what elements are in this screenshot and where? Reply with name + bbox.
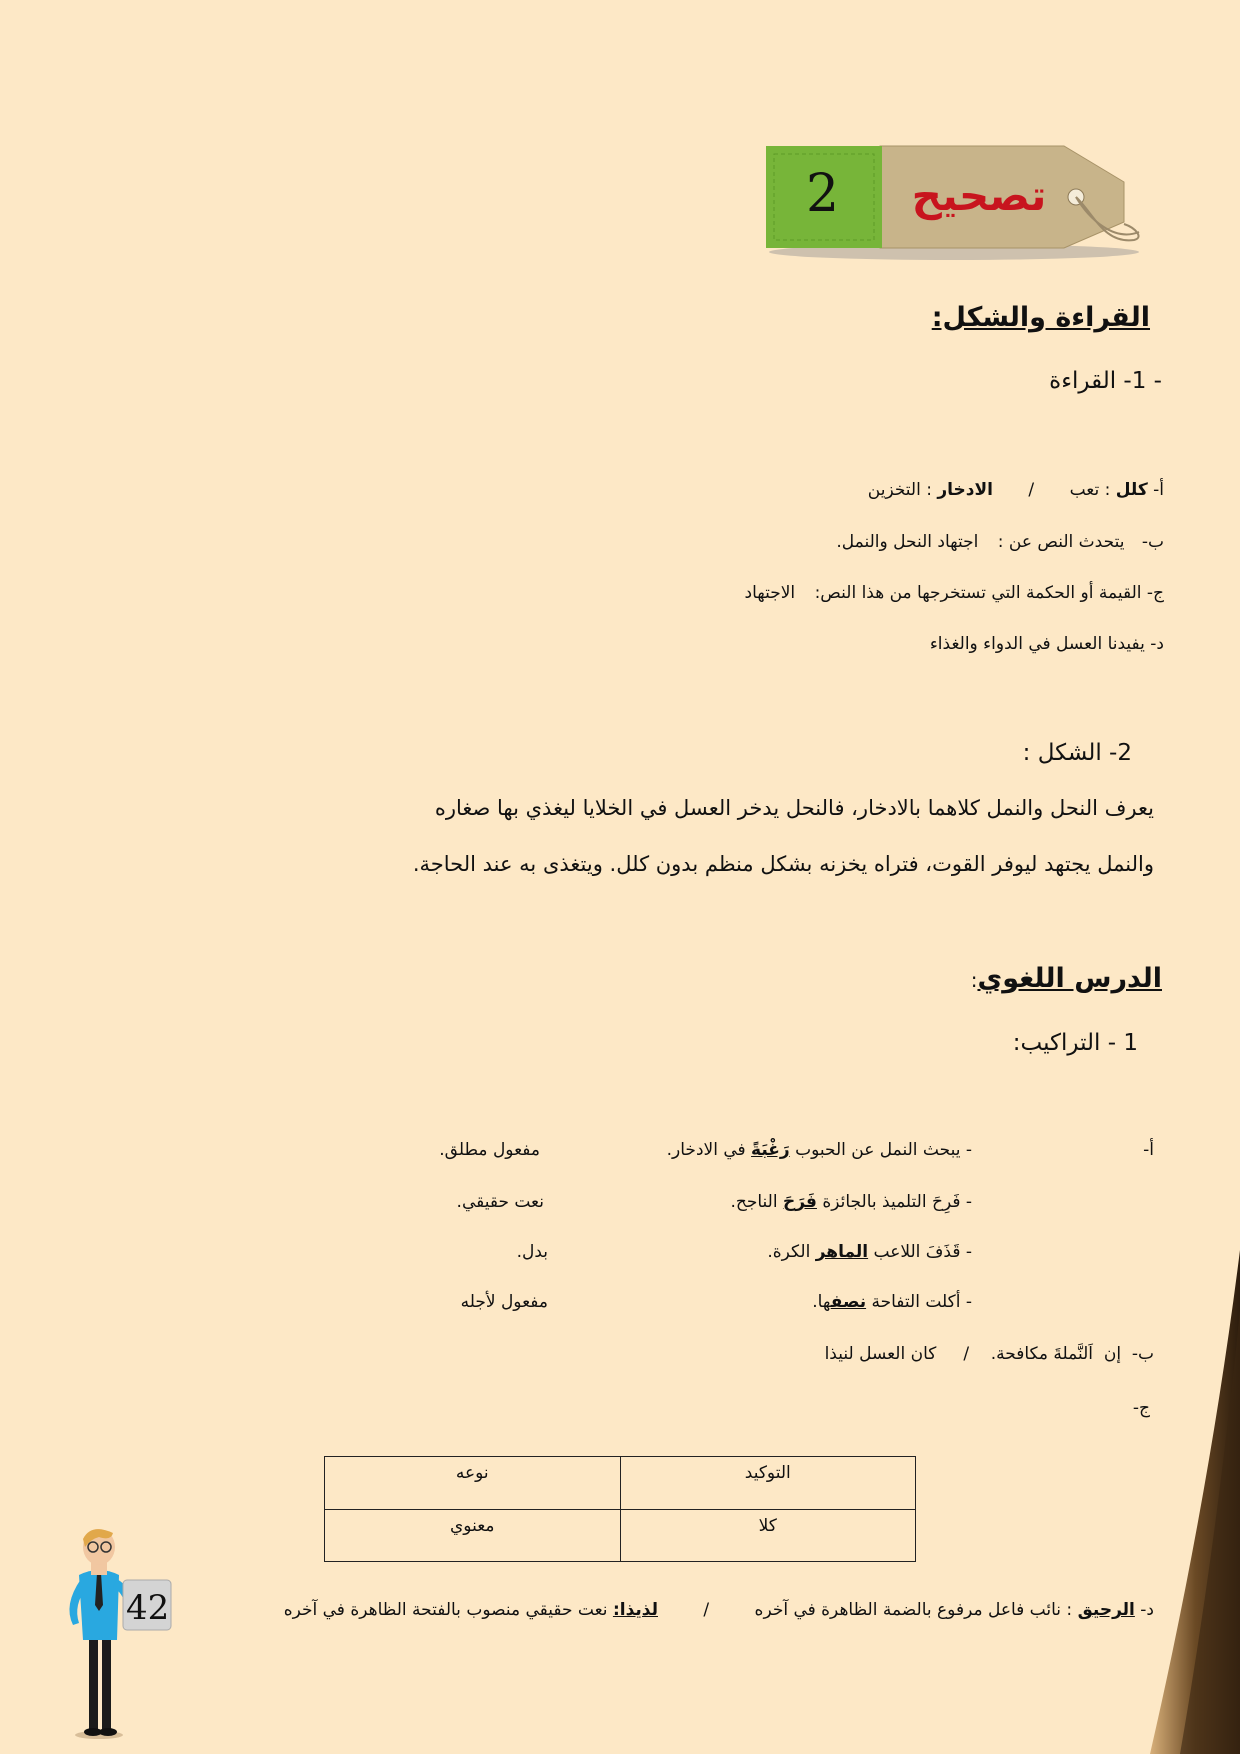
tarakib-row-1-sentence: - يبحث النمل عن الحبوب رَغْبَةً في الادخار. bbox=[666, 1140, 972, 1160]
page-number: 42 bbox=[126, 1588, 170, 1628]
table-header-tawkid: التوكيد bbox=[620, 1457, 916, 1510]
section-title-reading: القراءة والشكل: bbox=[931, 302, 1150, 333]
tarakib-row-1-type: مفعول مطلق. bbox=[439, 1140, 540, 1160]
tarakib-row-3-type: بدل. bbox=[516, 1242, 548, 1262]
shakl-heading: 2- الشكل : bbox=[1022, 740, 1132, 766]
tarakib-row-4-sentence: - أكلت التفاحة نصفها. bbox=[812, 1292, 972, 1312]
tag-word: تصحيح bbox=[911, 171, 1047, 220]
correction-tag bbox=[764, 144, 1144, 264]
shakl-line-2: والنمل يجتهد ليوفر القوت، فتراه يخزنه بشكل منظم بدون كلل. ويتغذى به عند الحاجة. bbox=[412, 852, 1154, 876]
reading-heading: - 1- القراءة bbox=[1049, 368, 1162, 394]
tarakib-row-4-type: مفعول لأجله bbox=[460, 1292, 548, 1312]
section-title-language: الدرس اللغوي: bbox=[970, 963, 1162, 994]
tag-number: 2 bbox=[806, 164, 840, 224]
emphasis-table bbox=[324, 1456, 916, 1562]
reading-item-c: ج- القيمة أو الحكمة التي تستخرجها من هذا النص: الاجتهاد bbox=[744, 583, 1164, 603]
tarakib-c-marker: ج- bbox=[1132, 1398, 1150, 1418]
table-header-type: نوعه bbox=[325, 1457, 621, 1510]
tarakib-heading: 1 - التراكيب: bbox=[1012, 1030, 1138, 1056]
tarakib-row-2-type: نعت حقيقي. bbox=[456, 1192, 544, 1212]
tarakib-b-line: ب- إن اَلنَّملةَ مكافحة. / كان العسل لنيذا bbox=[824, 1344, 1154, 1364]
reading-item-d: د- يفيدنا العسل في الدواء والغذاء bbox=[929, 634, 1164, 654]
mascot-figure bbox=[55, 1525, 185, 1740]
reading-item-a: أ- كلل : تعب / الادخار : التخزين bbox=[867, 480, 1164, 500]
tarakib-row-3-sentence: - قَذَفَ اللاعب الماهر الكرة. bbox=[767, 1242, 972, 1262]
tarakib-row-2-sentence: - فَرِحَ التلميذ بالجائزة فَرَحَ الناجح. bbox=[730, 1192, 972, 1212]
reading-item-b: ب- يتحدث النص عن : اجتهاد النحل والنمل. bbox=[836, 532, 1164, 552]
page-curl bbox=[1130, 1250, 1240, 1754]
table-cell-kila: كلا bbox=[620, 1509, 916, 1562]
shakl-line-1: يعرف النحل والنمل كلاهما بالادخار، فالنحل يدخر العسل في الخلايا ليغذي بها صغاره bbox=[434, 796, 1154, 820]
tarakib-d-line: د- الرحيق : نائب فاعل مرفوع بالضمة الظاهرة في آخره / لذيذا: نعت حقيقي منصوب بالفتحة الظاهرة في آخره bbox=[283, 1600, 1154, 1620]
tarakib-a-marker: أ- bbox=[1143, 1140, 1154, 1160]
table-cell-manawi: معنوي bbox=[325, 1509, 621, 1562]
